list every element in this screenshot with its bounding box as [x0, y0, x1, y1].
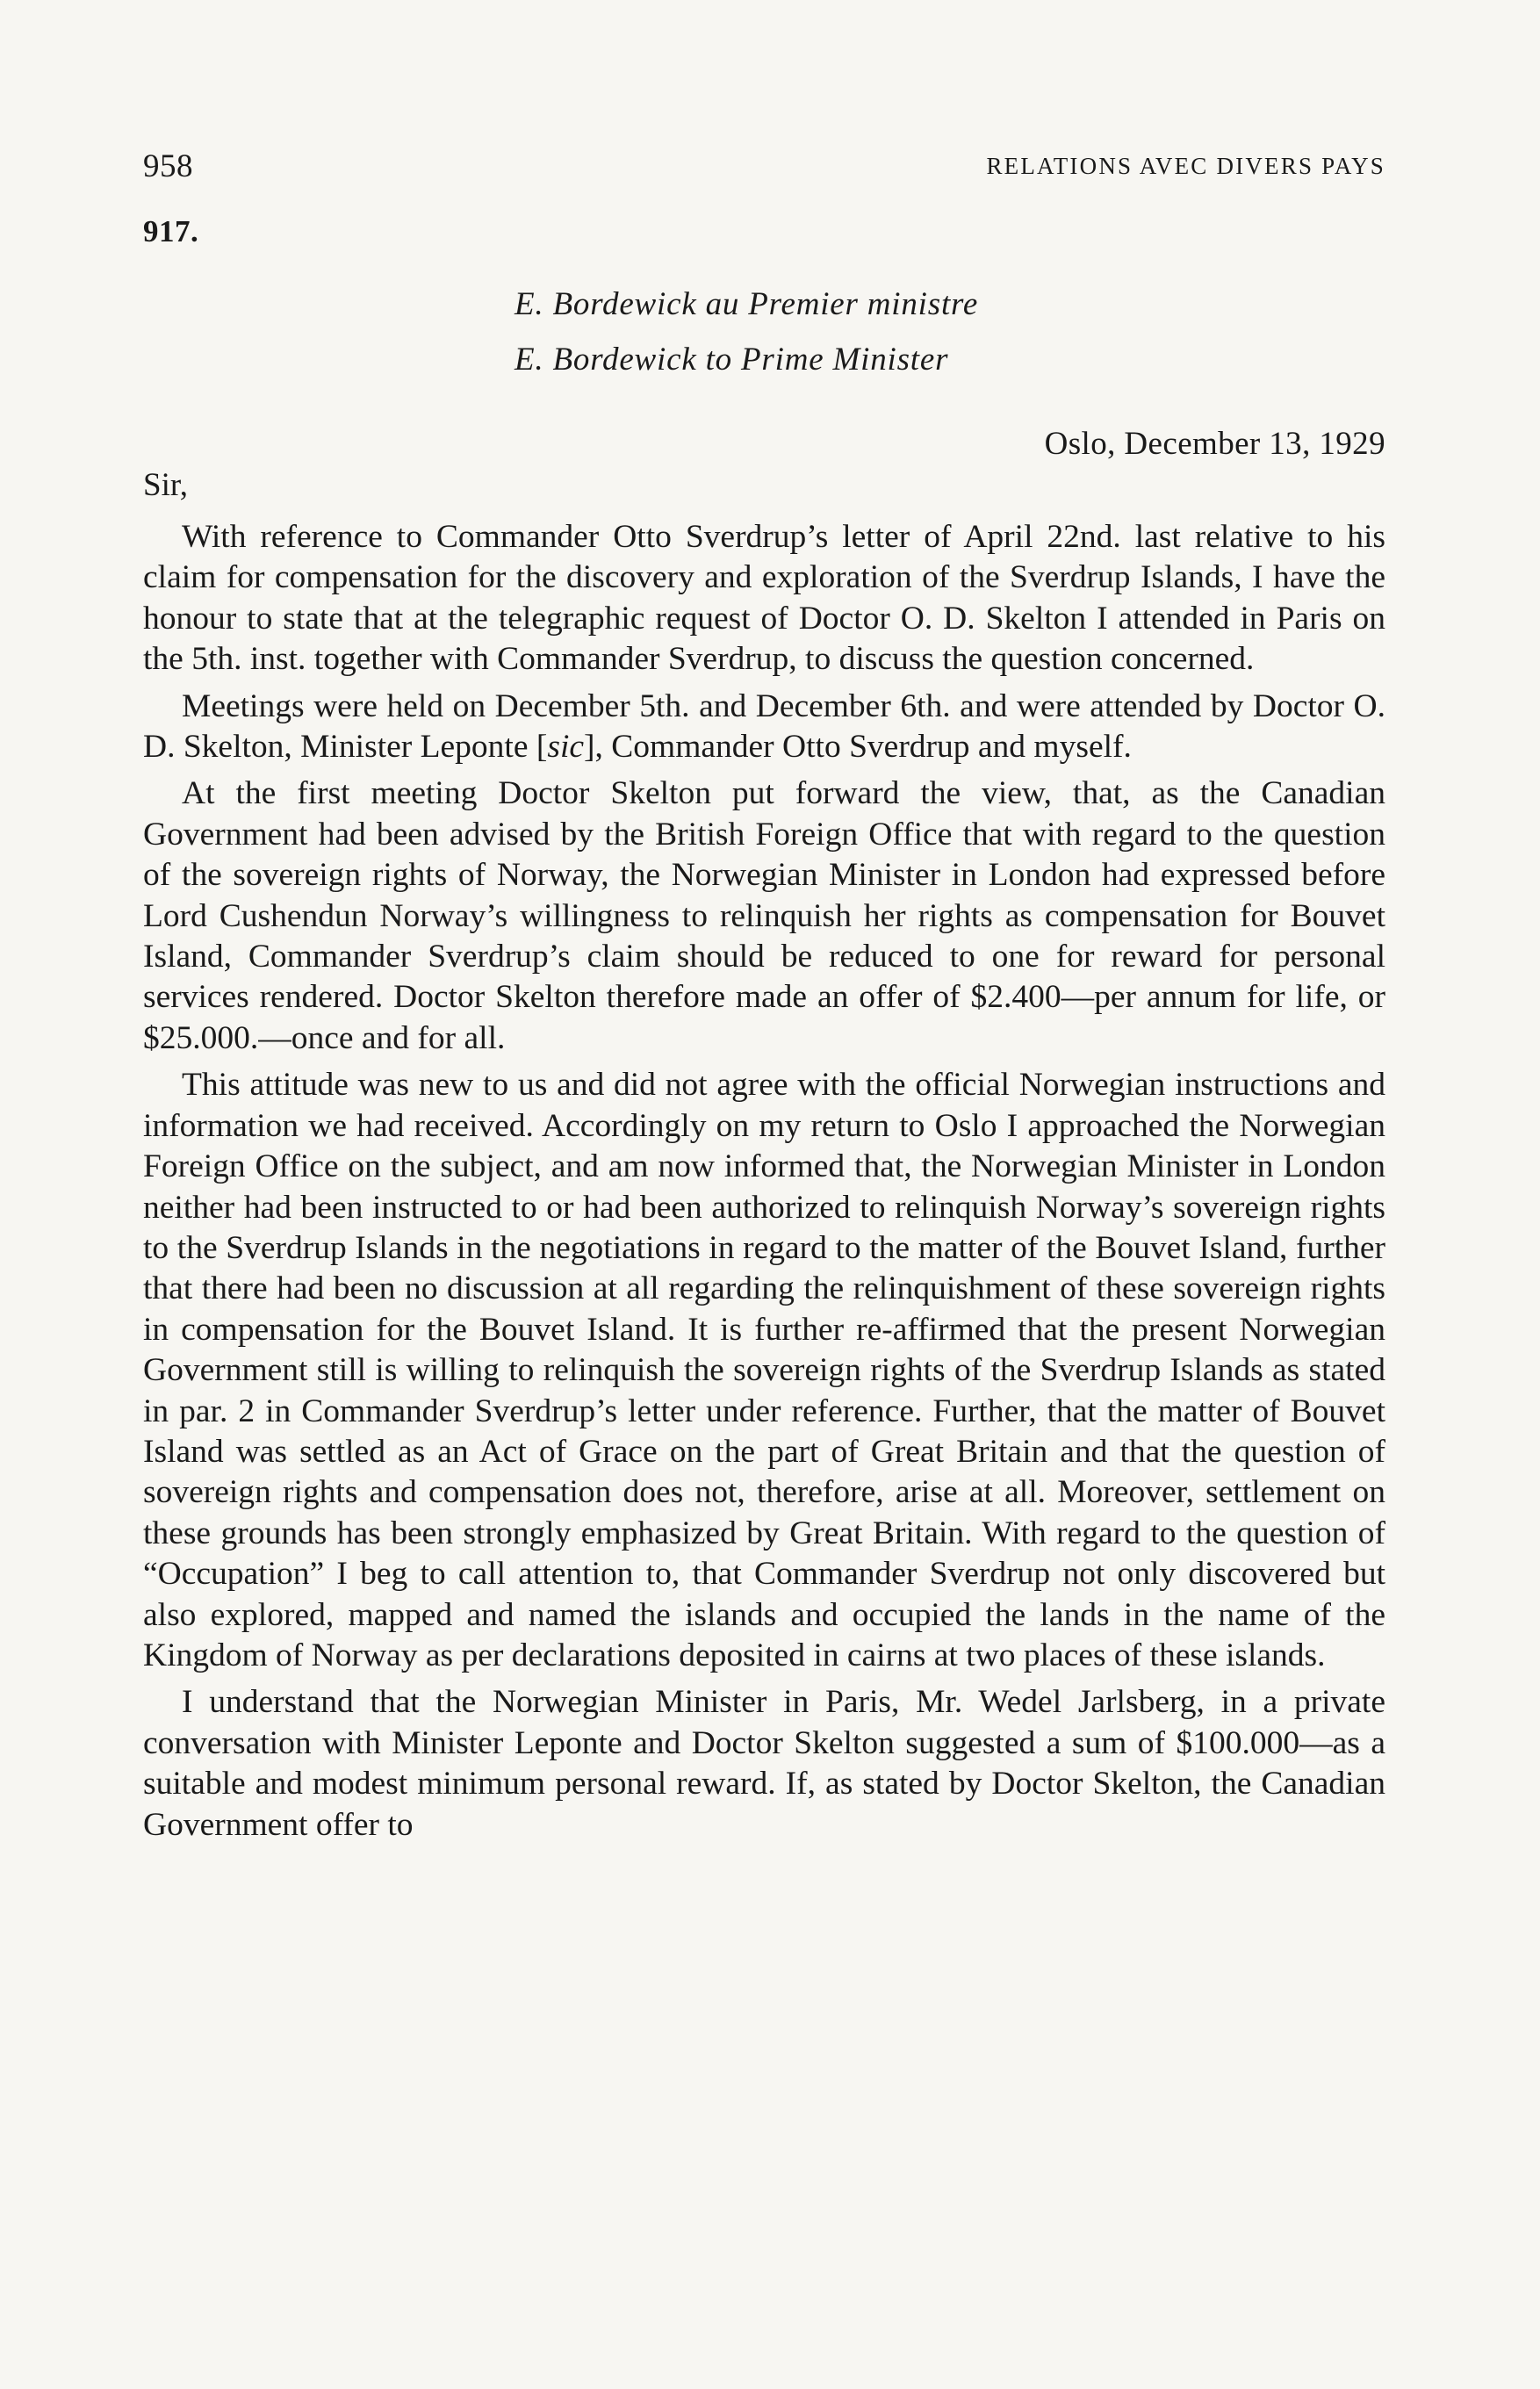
document-title-english: E. Bordewick to Prime Minister [515, 342, 949, 378]
paragraph-4: This attitude was new to us and did not agree with the official Norwegian instructions and information we had received. Accordingly on my return to Oslo I approached the Norwegian Foreign Office on the subject, and am now informed that, the Norwegian Minister in London neither had been instructed to or had been authorized to relinquish Norway’s sovereign rights to the Sverdrup Islands in the negotiations in regard to the matter of the Bouvet Island, further that there had been no discussion at all regarding the relinquishment of these sovereign rights in compensation for the Bouvet Island. It is further re-affirmed that the present Norwegian Government still is willing to relinquish the sovereign rights of the Sverdrup Islands as stated in par. 2 in Commander Sverdrup’s letter under reference. Further, that the matter of Bouvet Island was settled as an Act of Grace on the part of Great Britain and that the question of sovereign rights and compensation does not, therefore, arise at all. Moreover, settlement on these grounds has been strongly emphasized by Great Britain. With regard to the question of “Occupation” I beg to call attention to, that Commander Sverdrup not only discovered but also explored, mapped and named the islands and occupied the lands in the name of the Kingdom of Norway as per declarations deposited in cairns at two places of these islands. [143, 1067, 1385, 1673]
paragraph-5: I understand that the Norwegian Minister in Paris, Mr. Wedel Jarlsberg, in a private conversation with Minister Leponte and Doctor Skelton suggested a sum of $100.000—as a suitable and modest minimum personal reward. If, as stated by Doctor Skelton, the Canadian Government offer to [143, 1684, 1385, 1843]
page-header [143, 148, 1385, 191]
letter-body [143, 517, 1385, 1846]
document-number: 917. [143, 214, 199, 248]
document-title-french: E. Bordewick au Premier ministre [515, 286, 979, 322]
paragraph-2 [143, 687, 1385, 768]
paragraph-3: At the first meeting Doctor Skelton put forward the view, that, as the Canadian Government had been advised by the British Foreign Office that with regard to the question of the sovereign rights of Norway, the Norwegian Minister in London had expressed before Lord Cushendun Norway’s willingness to relinquish her rights as compensation for Bouvet Island, Commander Sverdrup’s claim should be reduced to one for reward for personal services rendered. Doctor Skelton therefore made an offer of $2.400—per annum for life, or $25.000.—once and for all. [143, 775, 1385, 1056]
paragraph-2-part-1: Meetings were held on December 5th. and December 6th. and were attended by Doctor O. D. Skelton, Minister Leponte [ [143, 687, 1385, 766]
sic-annotation: sic [547, 729, 585, 766]
page-number: 958 [143, 148, 193, 184]
salutation: Sir, [143, 467, 188, 503]
running-head: RELATIONS AVEC DIVERS PAYS [986, 153, 1385, 179]
dateline: Oslo, December 13, 1929 [1044, 426, 1385, 462]
paragraph-2-part-2: ], Commander Otto Sverdrup and myself. [584, 729, 1132, 766]
paragraph-1: With reference to Commander Otto Sverdrup’s letter of April 22nd. last relative to his claim for compensation for the discovery and exploration of the Sverdrup Islands, I have the honour to state that at the telegraphic request of Doctor O. D. Skelton I attended in Paris on the 5th. inst. together with Commander Sverdrup, to discuss the question concerned. [143, 519, 1385, 678]
